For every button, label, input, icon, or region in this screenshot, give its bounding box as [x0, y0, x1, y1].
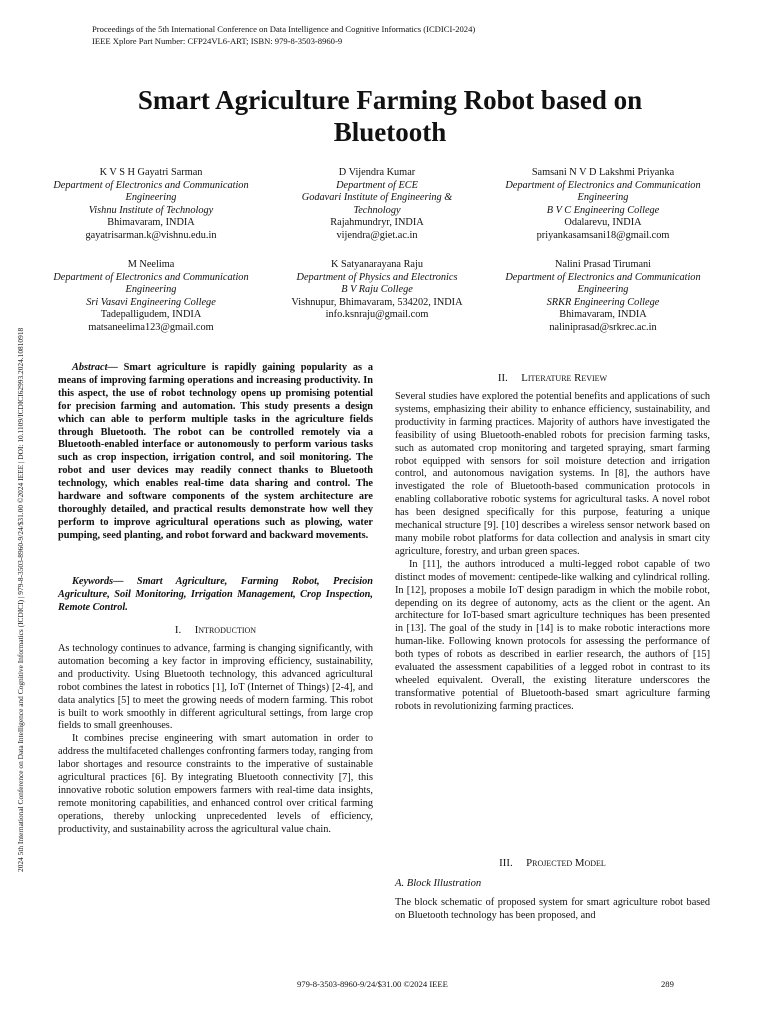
- footer-copyright: 979-8-3503-8960-9/24/$31.00 ©2024 IEEE: [297, 979, 448, 989]
- author-email[interactable]: naliniprasad@srkrec.ac.in: [549, 321, 657, 333]
- abstract-lead: Abstract—: [72, 362, 118, 373]
- abstract: [58, 362, 373, 543]
- author-dept: Department of Electronics and Communication Engineering: [53, 179, 249, 204]
- conference-header: Proceedings of the 5th International Conference on Data Intelligence and Cognitive Informatics (ICDICI-2024): [92, 24, 476, 34]
- projected-paragraph-1: The block schematic of proposed system for smart agriculture robot based on Bluetooth technology has been proposed, and: [395, 897, 710, 921]
- author-name: Samsani N V D Lakshmi Priyanka: [531, 167, 675, 178]
- author-block-1: [36, 167, 266, 243]
- author-email[interactable]: gayatrisarman.k@vishnu.edu.in: [85, 229, 217, 241]
- author-name: K V S H Gayatri Sarman: [99, 167, 203, 178]
- keywords-text: Keywords— Smart Agriculture, Farming Robot, Precision Agriculture, Soil Monitoring, Irrigation Management, Crop Inspection, Remote Control.: [58, 576, 373, 613]
- xplore-header: IEEE Xplore Part Number: CFP24VL6-ART; ISBN: 979-8-3503-8960-9: [92, 36, 343, 46]
- introduction-body: [58, 643, 373, 837]
- author-loc: Bhimavaram, INDIA: [559, 309, 647, 321]
- author-name: Nalini Prasad Tirumani: [554, 259, 652, 270]
- author-name: K Satyanarayana Raju: [330, 259, 424, 270]
- section-number: III.: [499, 857, 513, 869]
- author-block-5: [262, 259, 492, 322]
- section-title: Literature Review: [521, 372, 608, 384]
- author-email[interactable]: matsaneelima123@gmail.com: [88, 321, 214, 333]
- author-block-4: [36, 259, 266, 335]
- author-name: M Neelima: [127, 259, 175, 270]
- author-dept: Department of Electronics and Communication Engineering: [505, 179, 701, 204]
- author-loc: Bhimavaram, INDIA: [107, 217, 195, 229]
- author-dept: Department of ECE: [336, 179, 418, 191]
- author-dept: Department of Electronics and Communication Engineering: [505, 271, 701, 296]
- author-dept: Department of Physics and Electronics: [296, 271, 458, 283]
- author-dept: Department of Electronics and Communication Engineering: [53, 271, 249, 296]
- abstract-text: Smart agriculture is rapidly gaining popularity as a means of improving farming operations and increasing productivity. In this aspect, the use of robot technology opens up promising potential for precision farming and automation. This study presents a design which can able to perform multiple tasks in the agriculture fields through Bluetooth. The robot can be controlled remotely via a Bluetooth-enabled interface or autonomously to perform various tasks such as crop inspection, irrigation control, and soil monitoring. The robot and user devices may readily connect thanks to Bluetooth technology, which enables real-time data sharing and control. The hardware and software components of the system architecture are thoroughly detailed, and practical results demonstrate how well they perform to improve agricultural operations such as plowing, water pumping, seed planting, and robot forward and backward movements.: [58, 362, 373, 541]
- section-number: II.: [497, 372, 508, 384]
- author-inst: B V Raju College: [341, 284, 413, 296]
- side-doi-strip: 2024 5th International Conference on Data Intelligence and Cognitive Informatics (ICDICI) | 979-8-3503-8960-9/24/$31.00 ©2024 IEEE | DOI: 10.1109/ICDICI62993.2024.10810918: [16, 327, 25, 872]
- subsection-heading-block-illustration: A. Block Illustration: [395, 878, 482, 889]
- author-email[interactable]: priyankasamsani18@gmail.com: [536, 229, 670, 241]
- literature-review-body: [395, 391, 710, 714]
- section-title: Projected Model: [526, 857, 606, 869]
- author-block-6: [488, 259, 718, 335]
- section-title: Introduction: [194, 624, 257, 636]
- section-heading-introduction: [58, 624, 373, 636]
- keywords: [58, 576, 373, 615]
- intro-paragraph-2: It combines precise engineering with smart automation in order to address the multifaceted challenges confronting farmers today, ranging from labor shortages and resource constraints to the imperative of sustainable agricultural practices [6]. By integrating Bluetooth connectivity [7], this innovative robotic solution empowers farmers with real-time data insights, remote monitoring capabilities, and enhanced control over critical farming operations, thereby unlocking unprecedented levels of efficiency, productivity, and sustainability across the agricultural value chain.: [58, 733, 373, 835]
- page-number: 289: [661, 979, 674, 989]
- author-loc: Tadepalligudem, INDIA: [100, 309, 202, 321]
- section-heading-projected-model: [395, 857, 710, 869]
- author-name: D Vijendra Kumar: [338, 167, 416, 178]
- section-number: I.: [174, 624, 182, 636]
- author-inst: Godavari Institute of Engineering & Technology: [301, 192, 453, 216]
- literature-paragraph-2: In [11], the authors introduced a multi-legged robot capable of two distinct modes of movement: centipede-like walking and cylindrical rolling. In [12], proposes a mobile IoT design paradigm in which the mobile robot, depending on its degree of autonomy, acts as the client or the agent. An architecture for IoT-based smart agriculture techniques has been presented in [13]. The goal of the study in [14] is to make robotic interactions more human-like. Following known protocols for assessing the performance of both types of robots as described in earlier research, the authors of [15] evaluated the assessment capabilities of a legged robot in contrast to its wheeled equivalent. Overall, the existing literature underscores the transformative potential of Bluetooth-based smart agriculture farming robots in revolutionizing farming practices.: [395, 558, 710, 712]
- author-email[interactable]: vijendra@giet.ac.in: [336, 229, 418, 241]
- author-loc: Rajahmundryr, INDIA: [330, 217, 424, 229]
- paper-title: Smart Agriculture Farming Robot based on Bluetooth: [137, 85, 643, 147]
- author-inst: Vishnu Institute of Technology: [88, 204, 214, 216]
- author-inst: SRKR Engineering College: [546, 296, 660, 308]
- author-loc: Vishnupur, Bhimavaram, 534202, INDIA: [291, 296, 463, 308]
- literature-paragraph-1: Several studies have explored the potential benefits and applications of such systems, emphasizing their ability to enhance efficiency, sustainability, and productivity in farming practices. Majority of authors have investigated the feasibility of using Bluetooth-enabled robots for precision farming tasks, such as automated crop monitoring and targeted spraying, smart farming robot equipped with sensors for soil moisture detection and irrigation control, and autonomous navigation systems. In [8], the authors have investigated the role of Bluetooth-based communication protocols in enabling collaborative robotic systems for agricultural tasks. A novel robot has been designed specifically for this purpose, featuring a unique mechanical structure [9]. [10] describes a wireless sensor network based on many mobile robot platforms for data collection and analysis in smart city agriculture, forestry, and urban green spaces.: [395, 391, 710, 557]
- author-block-3: [488, 167, 718, 243]
- section-heading-literature-review: [395, 372, 710, 384]
- intro-paragraph-1: As technology continues to advance, farming is changing significantly, with automation becoming a key factor in improving efficiency, sustainability, and productivity. Using Bluetooth technology, this advanced agricultural robot combines the latest in robotics [1], IoT (Internet of Things) [2-4], and data analytics [5] to meet the growing needs of modern farming. This robot is built to work smoothly in different agricultural settings, from large crop fields to small greenhouses.: [58, 643, 373, 732]
- projected-model-body: [395, 897, 710, 923]
- author-inst: Sri Vasavi Engineering College: [86, 296, 216, 308]
- author-email[interactable]: info.ksnraju@gmail.com: [325, 309, 429, 321]
- author-inst: B V C Engineering College: [546, 204, 660, 216]
- author-block-2: [262, 167, 492, 243]
- author-loc: Odalarevu, INDIA: [564, 217, 642, 229]
